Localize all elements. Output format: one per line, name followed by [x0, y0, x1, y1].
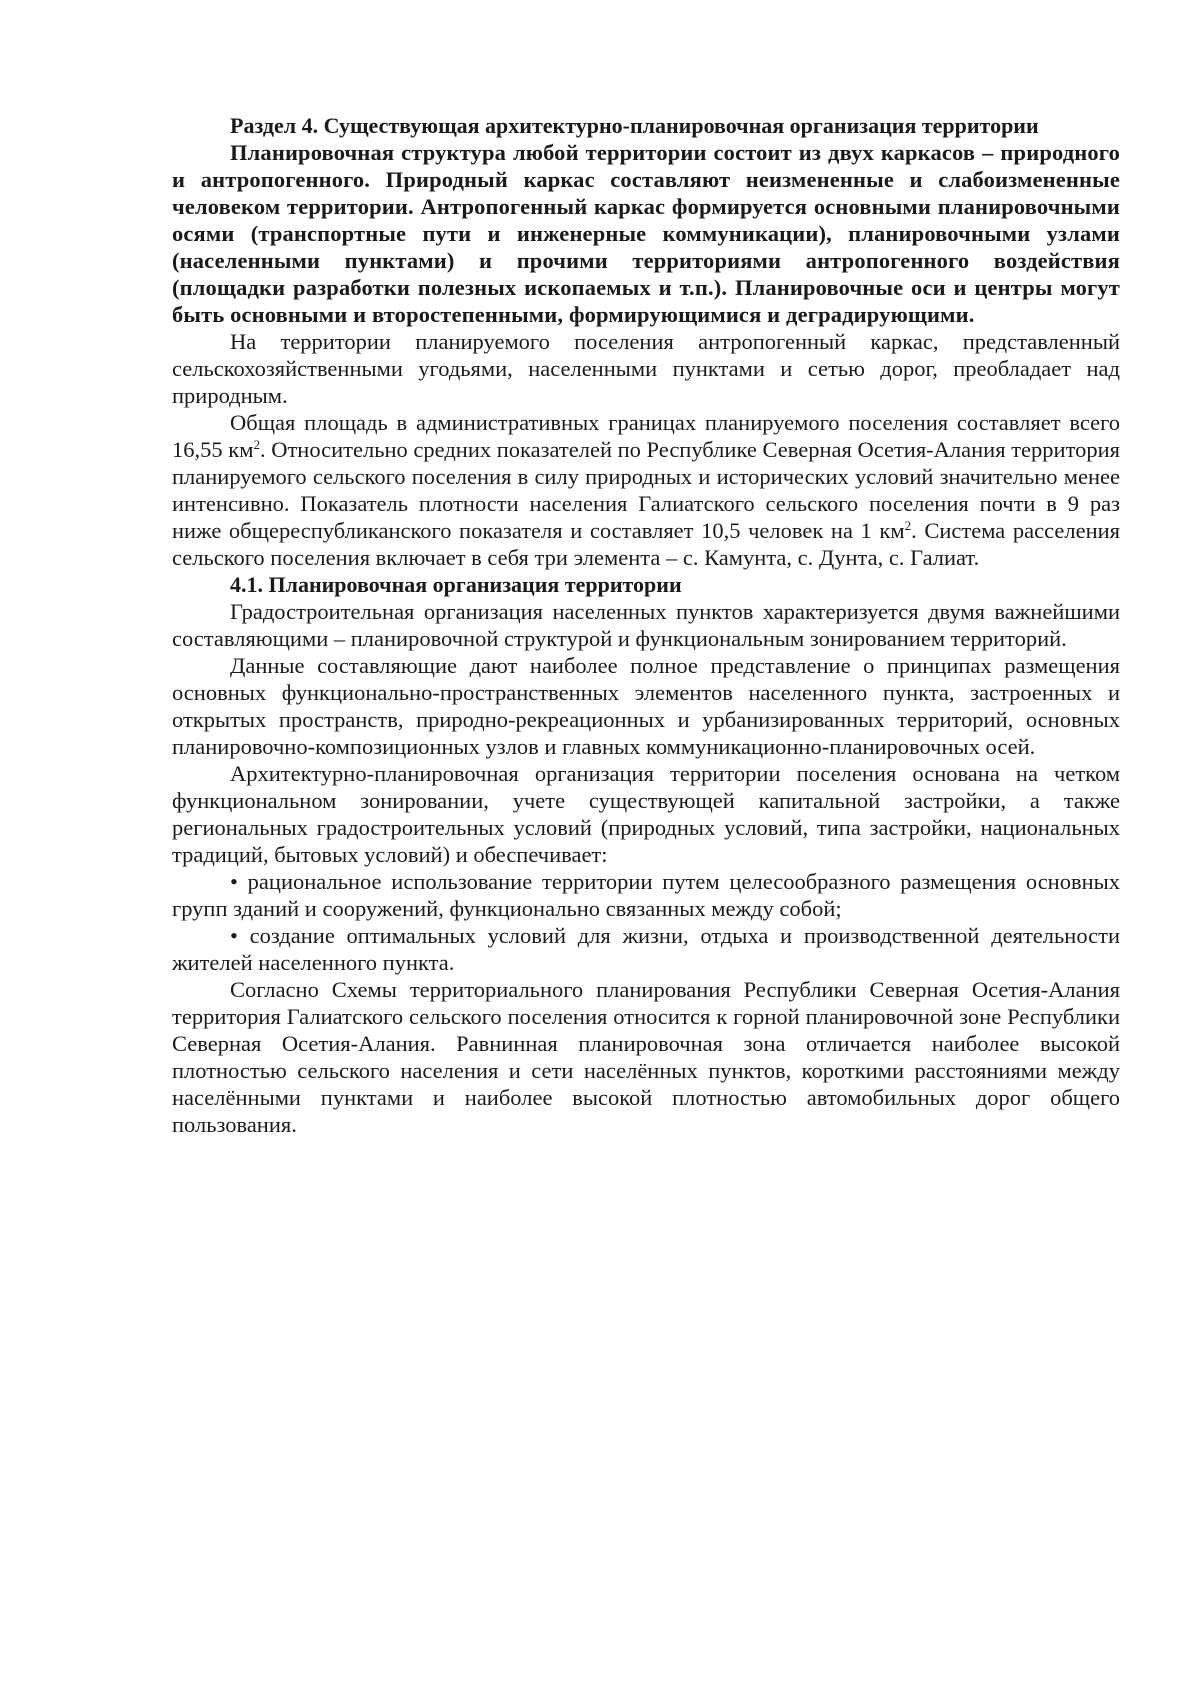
km-squared-superscript: 2 [253, 437, 260, 452]
intro-paragraph: Планировочная структура любой территории состоит из двух каркасов – природного и антропогенного. Природный каркас составляют неизмененные и слабоизмененные человеком территории. Антропогенный каркас формируется основными планировочными осями (транспортные пути и инженерные коммуникации), планировочными узлами (населенными пунктами) и прочими территориями антропогенного воздействия (площадки разработки полезных ископаемых и т.п.). Планировочные оси и центры могут быть основными и второстепенными, формирующимися и деградирующими. [172, 140, 1120, 327]
area-text-part-c: . Система расселения сельского поселения включает в себя три элемента – с. Камунта, с. Дунта, с. Галиат. [172, 518, 1120, 570]
paragraph-components: Данные составляющие дают наиболее полное представление о принципах размещения основных функционально-пространственных элементов населенного пункта, застроенных и открытых пространств, природно-рекреационных и урбанизированных территорий, основных планировочно-композиционных узлов и главных коммуникационно-планировочных осей. [172, 653, 1120, 759]
bullet-item-optimal-conditions: • создание оптимальных условий для жизни, отдыха и производственной деятельности жителей населенного пункта. [172, 923, 1120, 975]
section-title: Раздел 4. Существующая архитектурно-планировочная организация территории [230, 113, 1039, 138]
subsection-title: 4.1. Планировочная организация территории [230, 572, 682, 597]
km-squared-superscript: 2 [904, 518, 912, 533]
area-text-part-b: . Относительно средних показателей по Республике Северная Осетия-Алания территория планируемого сельского поселения в силу природных и исторических условий значительно менее интенсивно. Показатель плотности населения Галиатского сельского поселения почти в 9 раз ниже общереспубликанского показателя и составляет 10,5 человек на 1 км [172, 437, 1120, 543]
paragraph-anthropogenic-frame: На территории планируемого поселения антропогенный каркас, представленный сельскохозяйственными угодьями, населенными пунктами и сетью дорог, преобладает над природным. [172, 329, 1120, 408]
paragraph-territorial-scheme: Согласно Схемы территориального планирования Республики Северная Осетия-Алания территория Галиатского сельского поселения относится к горной планировочной зоне Республики Северная Осетия-Алания. Равнинная планировочная зона отличается наиболее высокой плотностью сельского населения и сети населённых пунктов, короткими расстояниями между населёнными пунктами и наиболее высокой плотностью автомобильных дорог общего пользования. [172, 977, 1120, 1137]
document-page [172, 112, 1120, 1138]
area-text-part-a: Общая площадь в административных границах планируемого поселения составляет всего 16,55 км [172, 410, 1120, 462]
bullet-item-rational-use: • рациональное использование территории путем целесообразного размещения основных групп зданий и сооружений, функционально связанных между собой; [172, 869, 1120, 921]
paragraph-area-and-density [172, 409, 1120, 571]
paragraph-urban-organization: Градостроительная организация населенных пунктов характеризуется двумя важнейшими составляющими – планировочной структурой и функциональным зонированием территорий. [172, 599, 1120, 651]
paragraph-architectural-planning: Архитектурно-планировочная организация территории поселения основана на четком функциональном зонировании, учете существующей капитальной застройки, а также региональных градостроительных условий (природных условий, типа застройки, национальных традиций, бытовых условий) и обеспечивает: [172, 761, 1120, 867]
